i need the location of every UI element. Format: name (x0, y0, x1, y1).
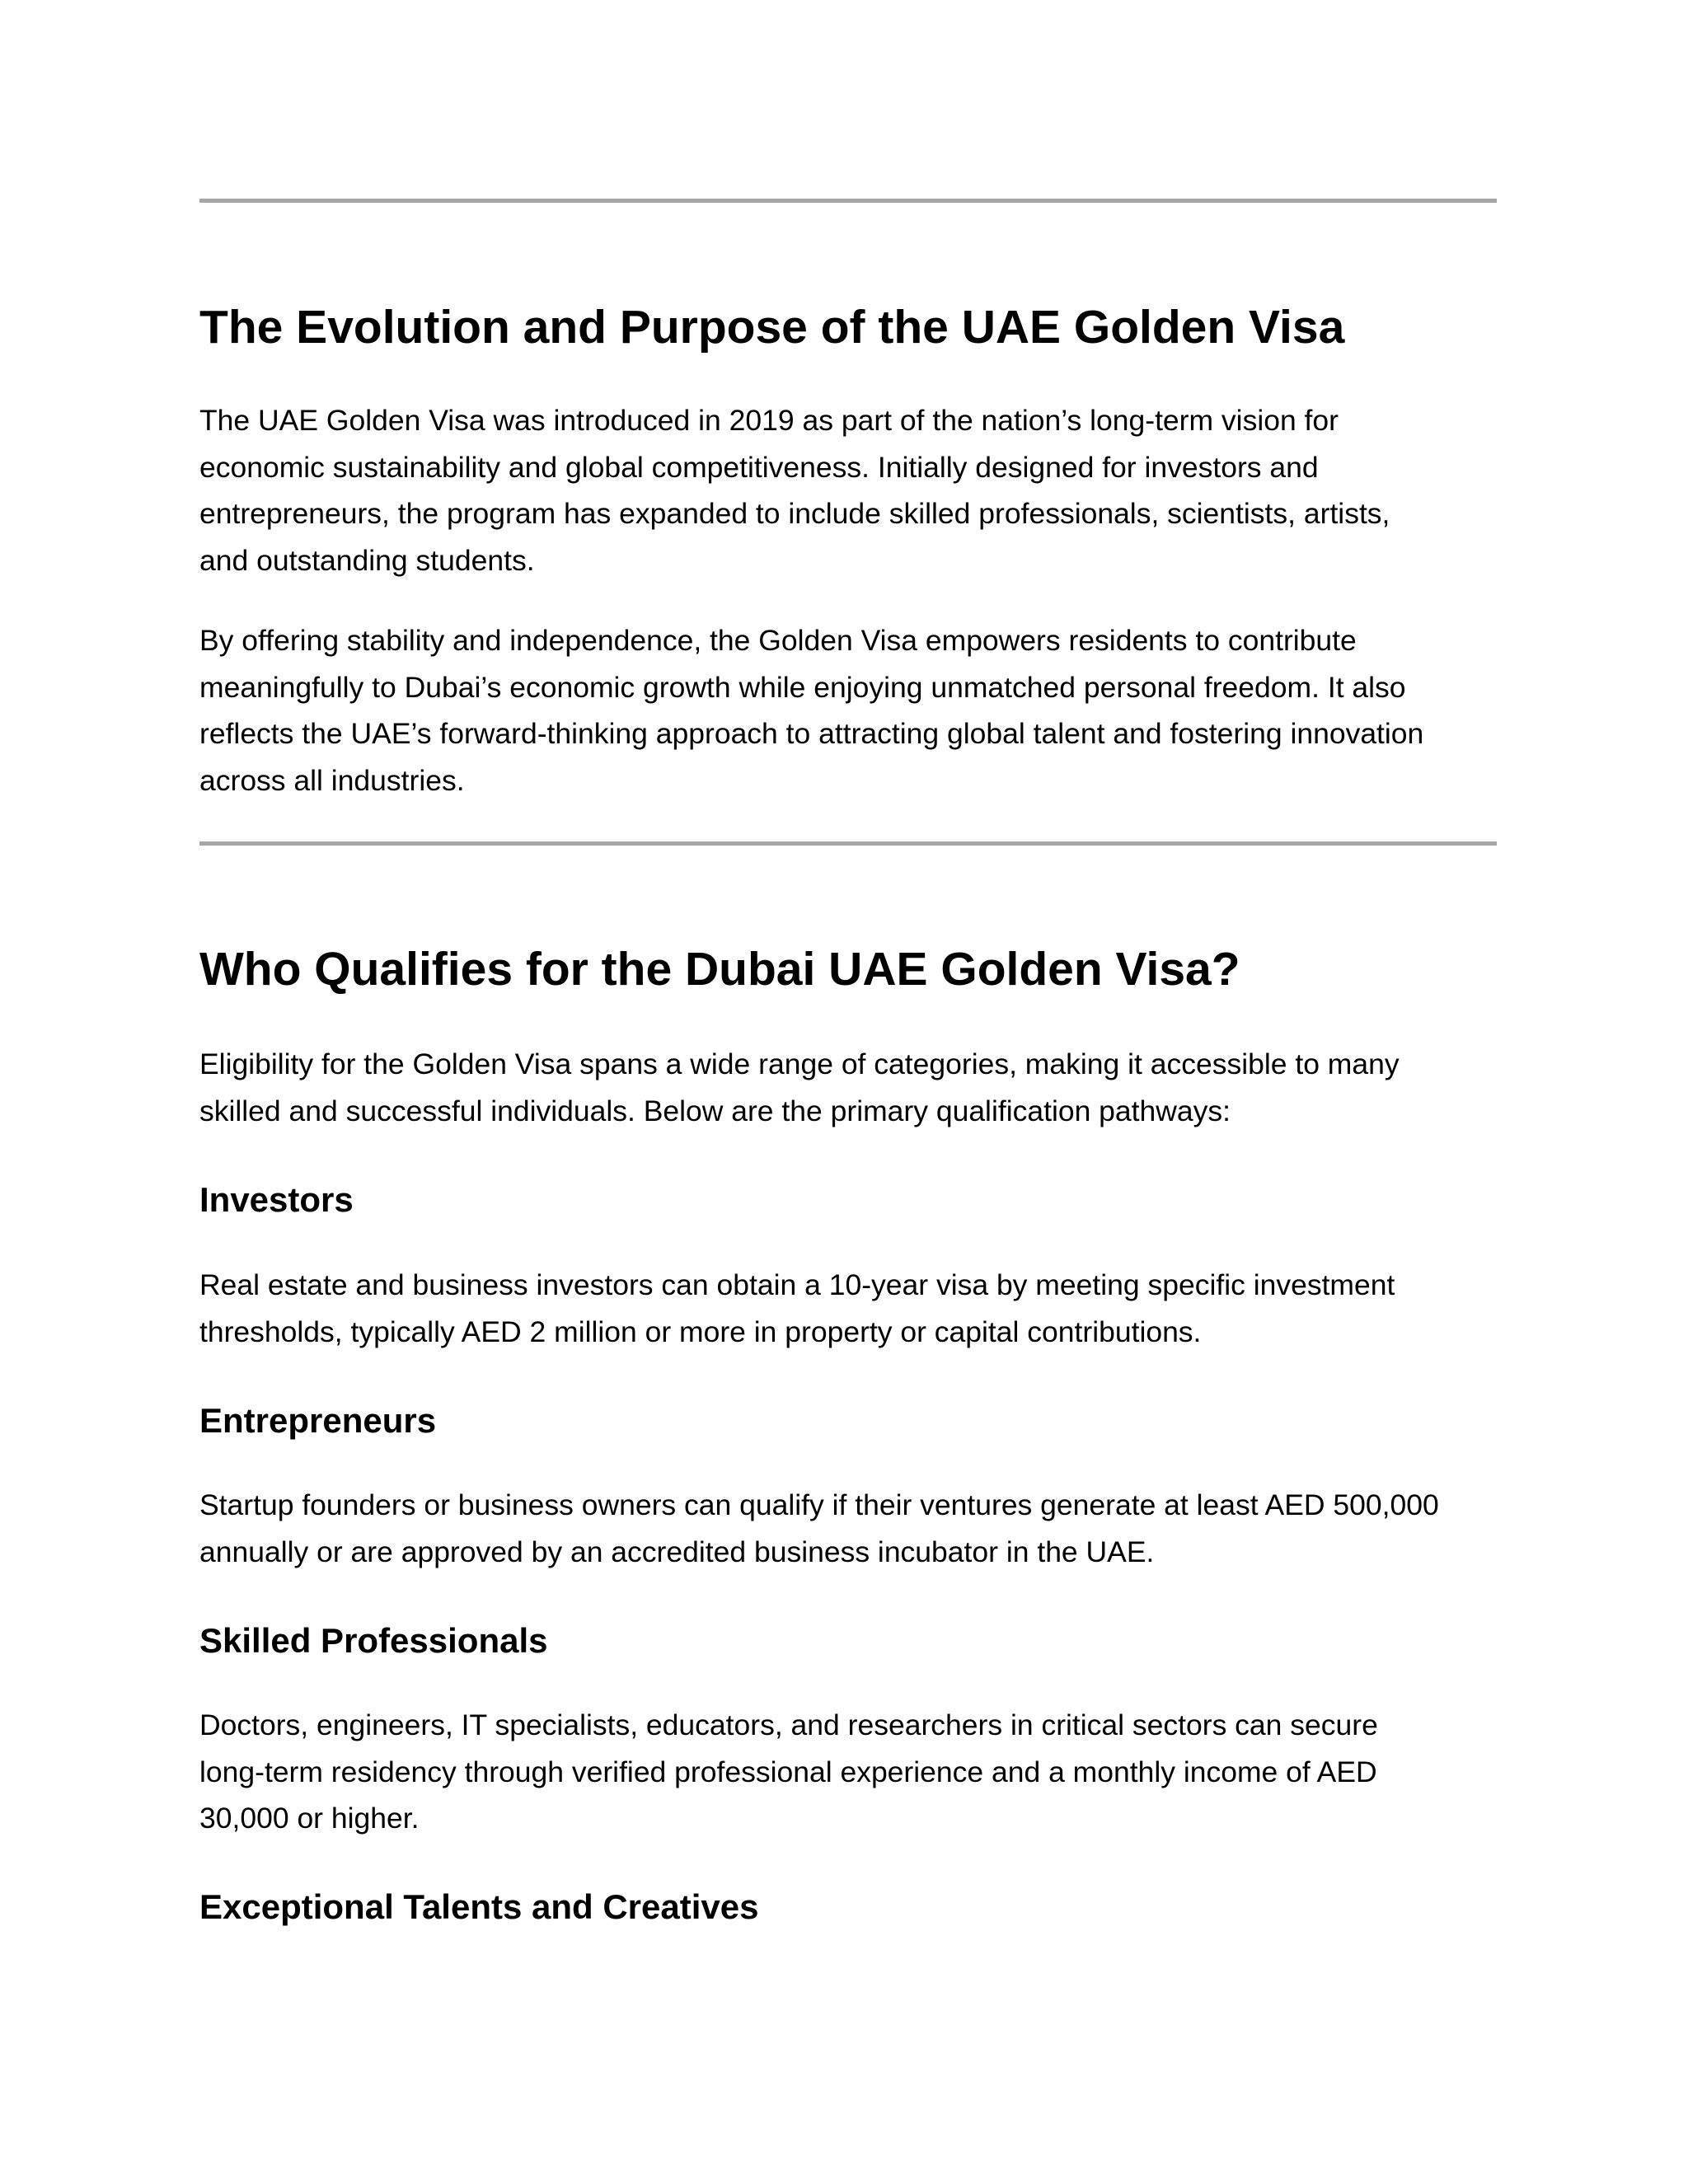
text-line: 30,000 or higher. (199, 1802, 420, 1835)
text-line: across all industries. (199, 763, 465, 797)
text-line: Eligibility for the Golden Visa spans a wide range of categories, making it accessible to many (199, 1047, 1400, 1080)
text-line: skilled and successful individuals. Below are the primary qualification pathways: (199, 1094, 1231, 1127)
text-line: meaningfully to Dubai’s economic growth while enjoying unmatched personal freedom. It also (199, 670, 1406, 704)
investors-paragraph (199, 1262, 1395, 1355)
text-line: Doctors, engineers, IT specialists, educators, and researchers in critical sectors can secure (199, 1708, 1378, 1741)
text-line: annually or are approved by an accredited business incubator in the UAE. (199, 1535, 1155, 1568)
text-line: and outstanding students. (199, 543, 535, 577)
text-line: The UAE Golden Visa was introduced in 2019 as part of the nation’s long-term vision for (199, 404, 1339, 437)
evolution-paragraph-1 (199, 397, 1390, 583)
text-line: entrepreneurs, the program has expanded to include skilled professionals, scientists, artists, (199, 497, 1390, 531)
category-heading-skilled-professionals: Skilled Professionals (199, 1621, 548, 1660)
text-line: Real estate and business investors can obtain a 10-year visa by meeting specific investment (199, 1268, 1395, 1301)
text-line: reflects the UAE’s forward-thinking approach to attracting global talent and fostering innovation (199, 717, 1424, 751)
text-line: economic sustainability and global competitiveness. Initially designed for investors and (199, 450, 1319, 484)
category-heading-investors: Investors (199, 1180, 354, 1219)
evolution-paragraph-2 (199, 617, 1423, 804)
category-heading-entrepreneurs: Entrepreneurs (199, 1401, 437, 1440)
text-line: By offering stability and independence, the Golden Visa empowers residents to contribute (199, 624, 1357, 657)
text-line: long-term residency through verified professional experience and a monthly income of AED (199, 1755, 1377, 1788)
horizontal-rule (199, 199, 1497, 203)
section-heading-who-qualifies: Who Qualifies for the Dubai UAE Golden Visa? (199, 943, 1240, 996)
horizontal-rule (199, 841, 1497, 846)
section-heading-evolution: The Evolution and Purpose of the UAE Golden Visa (199, 301, 1345, 354)
skilled-professionals-paragraph (199, 1702, 1378, 1842)
eligibility-intro-paragraph (199, 1041, 1400, 1134)
text-line: thresholds, typically AED 2 million or more in property or capital contributions. (199, 1315, 1202, 1348)
entrepreneurs-paragraph (199, 1482, 1439, 1575)
text-line: Startup founders or business owners can qualify if their ventures generate at least AED 500,000 (199, 1488, 1439, 1521)
category-heading-exceptional-talents: Exceptional Talents and Creatives (199, 1887, 759, 1926)
